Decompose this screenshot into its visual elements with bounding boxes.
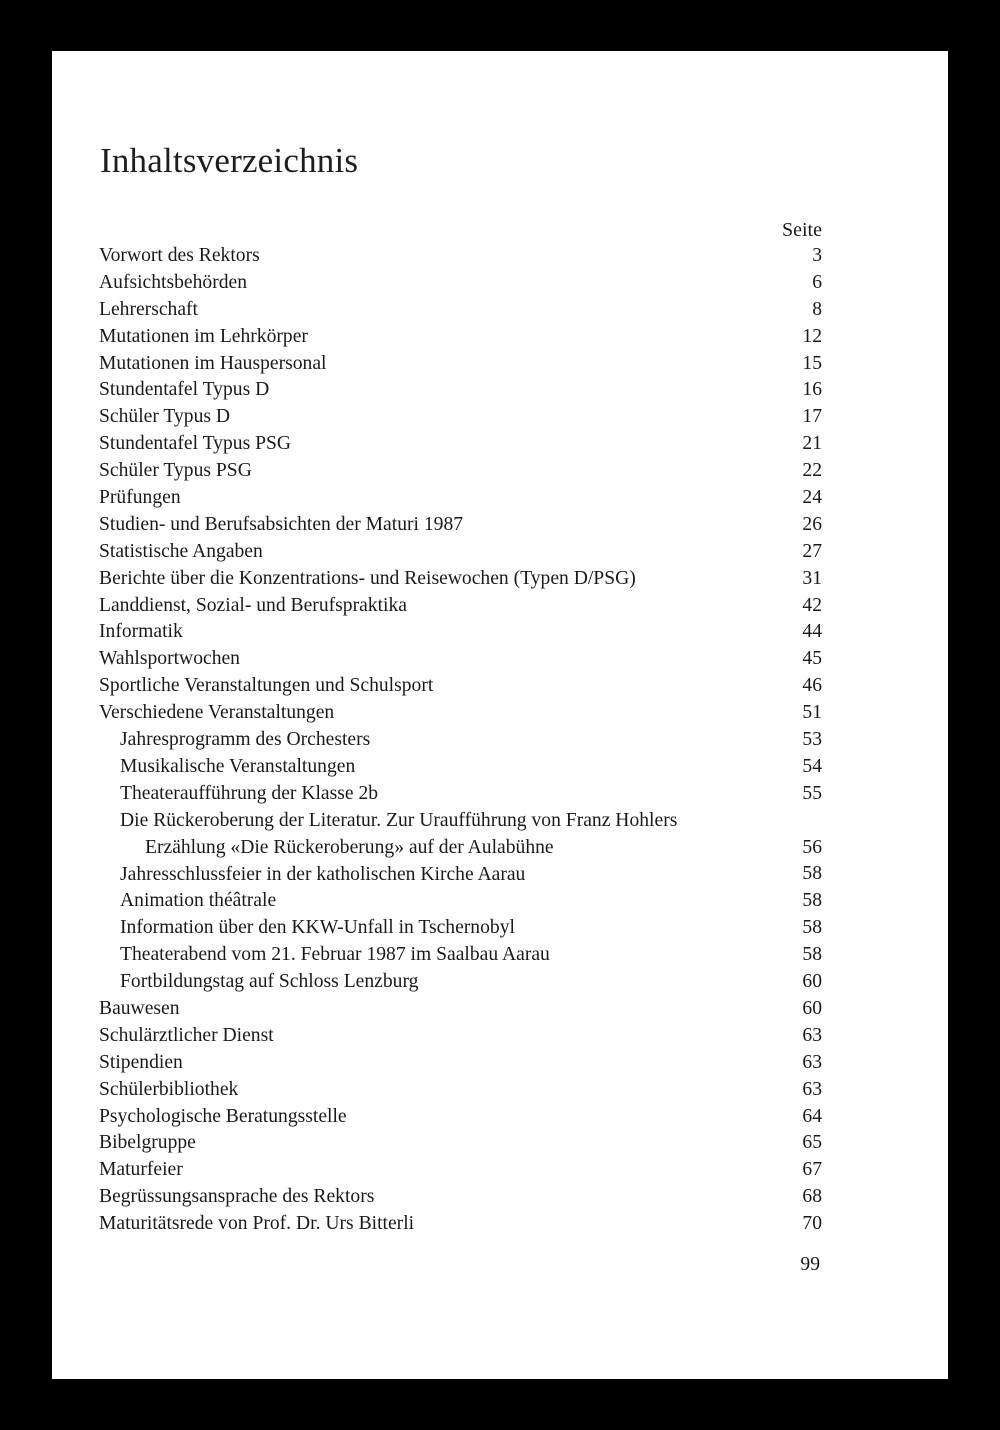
toc-entry-page-number: 24 [802, 487, 822, 508]
toc-entry-title: Schüler Typus PSG [99, 460, 252, 482]
toc-entry-title: Jahresschlussfeier in der katholischen Kirche Aarau [120, 863, 526, 885]
toc-entry [99, 539, 822, 566]
toc-entry-page-number: 55 [802, 782, 822, 804]
toc-entry [99, 351, 822, 378]
toc-entry-title: Berichte über die Konzentrations- und Reisewochen (Typen D/PSG) [99, 567, 636, 589]
toc-entry-page-number: 17 [802, 406, 822, 428]
toc-entry [99, 646, 822, 673]
toc-entry-title: Maturitätsrede von Prof. Dr. Urs Bitterli [99, 1213, 415, 1235]
page-title: Inhaltsverzeichnis [100, 141, 359, 180]
toc-entry-page-number: 60 [802, 997, 822, 1019]
toc-entry [99, 1050, 822, 1077]
toc-entry [99, 458, 822, 485]
toc-entry [99, 297, 822, 324]
toc-entry [99, 619, 822, 646]
toc-entry-page-number: 58 [802, 944, 822, 966]
toc-entry-title: Begrüssungsansprache des Rektors [99, 1186, 375, 1208]
toc-entry-title: Studien- und Berufsabsichten der Maturi 1987 [99, 513, 464, 535]
toc-entry-title: Lehrerschaft [99, 298, 198, 320]
toc-entry-title: Animation théâtrale [120, 890, 277, 912]
toc-entry-page-number: 65 [802, 1132, 822, 1154]
document-page [52, 51, 948, 1379]
toc-entry-page-number: 31 [802, 567, 822, 589]
toc-entry [99, 324, 822, 351]
toc-entry [99, 700, 822, 727]
toc-entry-title: Musikalische Veranstaltungen [120, 755, 356, 777]
toc-entry-page-number: 68 [802, 1186, 822, 1208]
toc-entry [99, 754, 822, 781]
toc-entry [99, 808, 822, 862]
toc-entry [99, 566, 822, 593]
toc-entry [99, 942, 822, 969]
toc-entry-title: Schulärztlicher Dienst [99, 1024, 274, 1046]
toc-entry-page-number: 56 [802, 836, 822, 858]
toc-entry-title: Fortbildungstag auf Schloss Lenzburg [120, 971, 419, 993]
toc-entry [99, 377, 822, 404]
toc-entry-page-number: 27 [802, 540, 822, 562]
toc-entry-page-number: 12 [802, 325, 822, 347]
table-of-contents [99, 243, 822, 1238]
toc-entry [99, 915, 822, 942]
toc-entry-title: Theateraufführung der Klasse 2b [120, 782, 379, 804]
toc-entry-page-number: 60 [802, 971, 822, 993]
toc-entry-title: Landdienst, Sozial- und Berufspraktika [99, 594, 407, 616]
toc-entry-page-number: 3 [812, 244, 822, 266]
toc-entry-page-number: 63 [802, 1078, 822, 1100]
toc-entry-page-number: 58 [802, 917, 822, 939]
toc-entry-page-number: 63 [802, 1024, 822, 1046]
page-number: 99 [800, 1254, 820, 1275]
toc-entry-title: Mutationen im Hauspersonal [99, 352, 327, 374]
toc-entry-page-number: 16 [802, 379, 822, 401]
toc-entry-title: Verschiedene Veranstaltungen [99, 702, 335, 724]
toc-entry [99, 404, 822, 431]
toc-entry [99, 485, 822, 512]
toc-entry [99, 1130, 822, 1157]
toc-entry [99, 1211, 822, 1238]
toc-entry [99, 888, 822, 915]
toc-entry-page-number: 54 [802, 755, 822, 777]
page-column-label: Seite [782, 219, 822, 241]
toc-entry-page-number: 6 [812, 271, 822, 293]
toc-entry-page-number: 64 [802, 1105, 822, 1127]
toc-entry [99, 1023, 822, 1050]
toc-entry [99, 270, 822, 297]
toc-entry-page-number: 45 [802, 648, 822, 670]
toc-entry [99, 1157, 822, 1184]
toc-entry-page-number: 58 [802, 863, 822, 885]
toc-entry-title: Stipendien [99, 1051, 183, 1073]
toc-entry [99, 673, 822, 700]
toc-entry [99, 996, 822, 1023]
toc-entry-title: Wahlsportwochen [99, 648, 240, 670]
toc-entry-page-number: 70 [802, 1213, 822, 1235]
toc-entry-title: Jahresprogramm des Orchesters [120, 729, 371, 751]
toc-entry-title: Psychologische Beratungsstelle [99, 1105, 347, 1127]
toc-entry-title: Theaterabend vom 21. Februar 1987 im Saalbau Aarau [120, 944, 550, 966]
toc-entry [99, 727, 822, 754]
toc-entry-title: Stundentafel Typus D [99, 379, 270, 401]
toc-entry-title: Stundentafel Typus PSG [99, 433, 292, 455]
toc-entry [99, 431, 822, 458]
toc-entry-page-number: 22 [802, 460, 822, 482]
toc-entry [99, 512, 822, 539]
toc-entry-title: Vorwort des Rektors [99, 245, 260, 266]
toc-entry [99, 1104, 822, 1131]
toc-entry-title: Statistische Angaben [99, 540, 263, 562]
toc-entry-page-number: 15 [802, 352, 822, 374]
toc-entry-title: Maturfeier [99, 1159, 183, 1181]
toc-entry-title: Bibelgruppe [99, 1132, 196, 1154]
toc-entry [99, 1077, 822, 1104]
toc-entry-title: Sportliche Veranstaltungen und Schulsport [99, 675, 434, 697]
toc-entry-page-number: 51 [802, 702, 822, 724]
toc-entry-page-number: 42 [802, 594, 822, 616]
toc-entry-page-number: 53 [802, 729, 822, 751]
toc-entry [99, 862, 822, 889]
toc-entry-page-number: 58 [802, 890, 822, 912]
toc-entry-title: Schüler Typus D [99, 406, 231, 428]
toc-entry-title: Bauwesen [99, 997, 180, 1019]
toc-entry [99, 1184, 822, 1211]
toc-entry [99, 243, 822, 270]
toc-entry-title: Informatik [99, 621, 183, 643]
toc-entry-page-number: 67 [802, 1159, 822, 1181]
toc-entry-page-number: 63 [802, 1051, 822, 1073]
toc-entry-page-number: 44 [802, 621, 822, 643]
toc-entry-title: Aufsichtsbehörden [99, 271, 248, 293]
toc-entry-page-number: 8 [812, 298, 822, 320]
toc-entry-title: Information über den KKW-Unfall in Tschernobyl [120, 917, 515, 939]
toc-entry-title-continuation: Erzählung «Die Rückeroberung» auf der Aulabühne [145, 836, 554, 858]
toc-entry [99, 593, 822, 620]
toc-entry [99, 969, 822, 996]
toc-entry-page-number: 21 [802, 433, 822, 455]
toc-entry [99, 781, 822, 808]
toc-entry-title: Mutationen im Lehrkörper [99, 325, 308, 347]
toc-entry-page-number: 46 [802, 675, 822, 697]
toc-entry-title: Prüfungen [99, 487, 181, 509]
toc-entry-page-number: 26 [802, 513, 822, 535]
toc-entry-title: Schülerbibliothek [99, 1078, 239, 1100]
toc-entry-title: Die Rückeroberung der Literatur. Zur Uraufführung von Franz Hohlers [120, 809, 678, 831]
